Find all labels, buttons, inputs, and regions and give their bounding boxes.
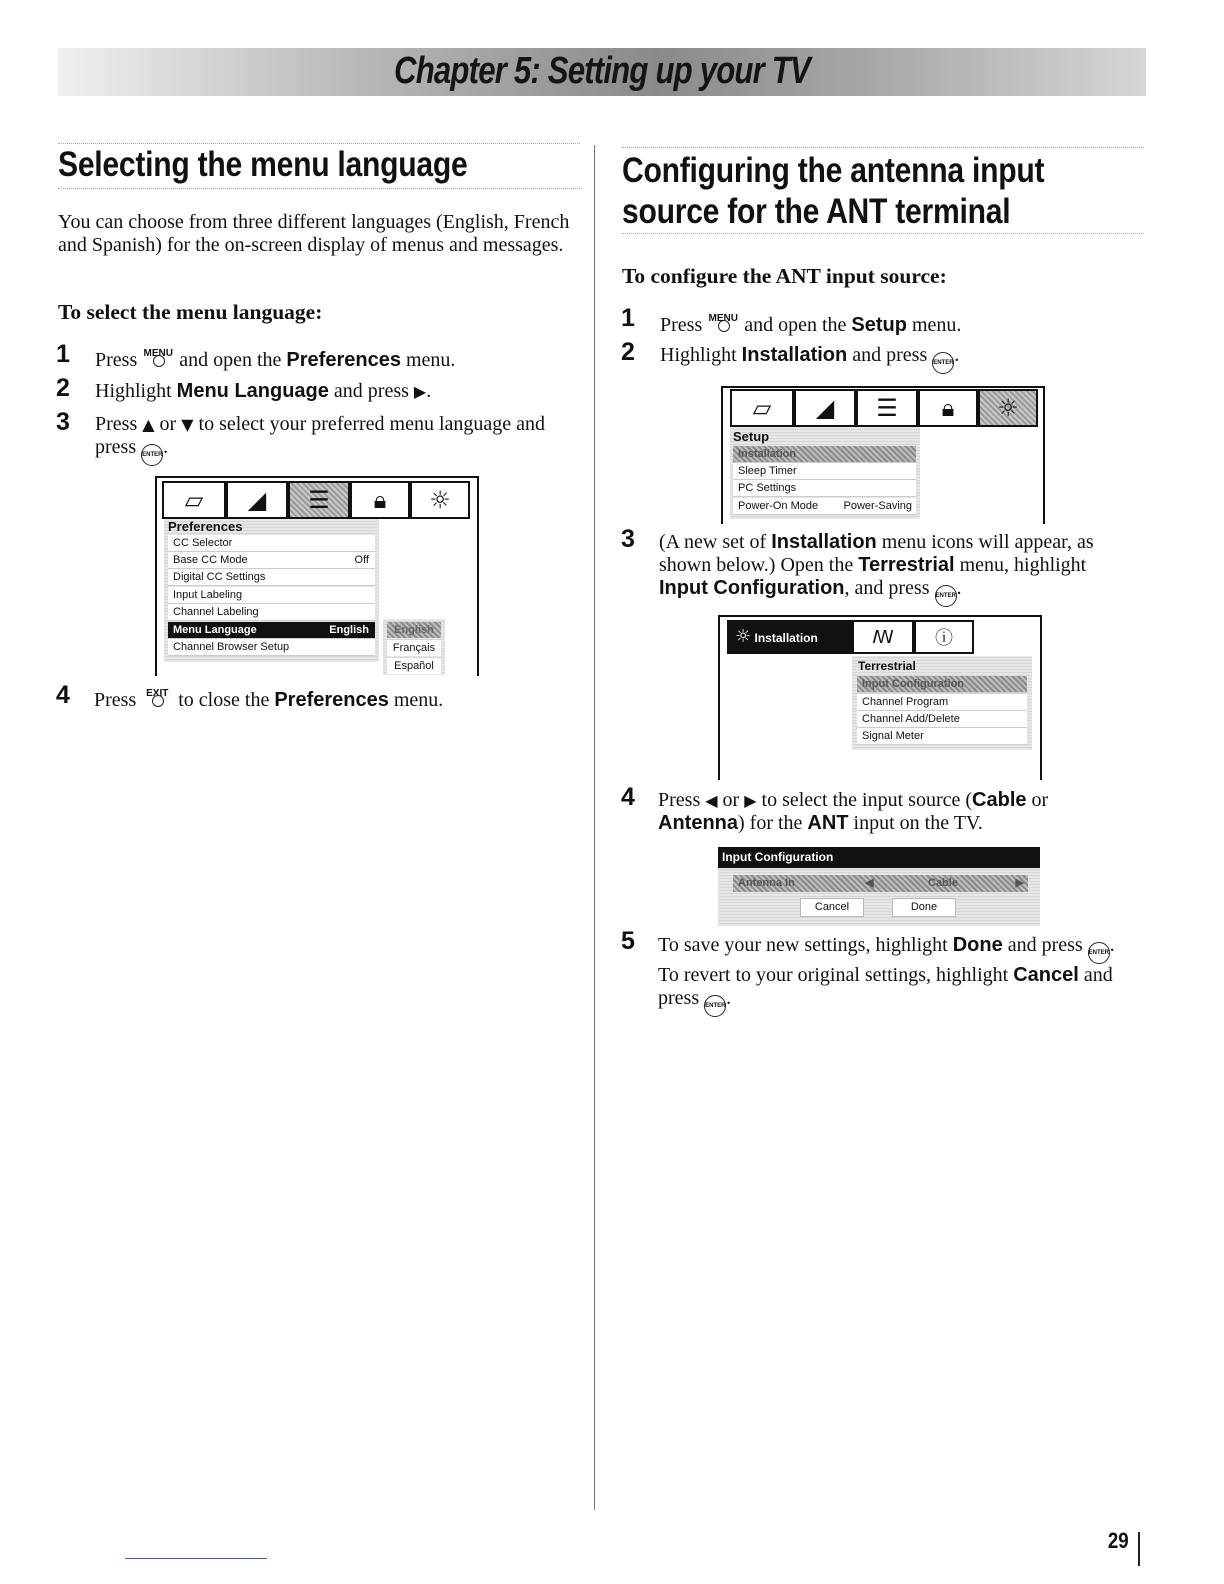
menu-item[interactable]: Digital CC Settings — [168, 569, 375, 586]
menu-title: Setup — [733, 429, 770, 444]
menu-title: Terrestrial — [858, 659, 916, 673]
info-icon: ⓘ — [914, 620, 974, 654]
menu-item[interactable]: CC Selector — [168, 535, 375, 552]
menu-item[interactable]: Power-On Mode Power-Saving — [733, 498, 916, 515]
lock-icon: 🔒︎ — [350, 481, 410, 519]
right-step-2: Highlight Installation and press ENTER. — [660, 344, 959, 374]
right-arrow-icon: ▶ — [413, 382, 427, 401]
column-divider — [594, 145, 595, 1510]
step-number: 3 — [56, 408, 70, 436]
down-arrow-icon: ▼ — [181, 415, 194, 434]
left-step-2: Highlight Menu Language and press ▶. — [95, 380, 432, 402]
left-arrow-icon: ◀ — [865, 877, 874, 889]
right-arrow-icon: ▶ — [744, 791, 757, 810]
menu-item[interactable]: Base CC Mode Off — [168, 552, 375, 569]
step-number: 4 — [56, 681, 70, 709]
cancel-button[interactable]: Cancel — [800, 898, 864, 917]
done-button[interactable]: Done — [892, 898, 956, 917]
language-option[interactable]: Español — [387, 658, 441, 674]
left-step-1: Press MENU and open the Preferences menu. — [95, 348, 456, 371]
step-number: 5 — [621, 927, 635, 955]
dialog-header: Input Configuration — [718, 847, 1040, 868]
enter-button-icon: ENTER — [935, 585, 957, 607]
menu-item[interactable]: Channel Program — [857, 694, 1027, 711]
menu-item[interactable]: Channel Labeling — [168, 604, 375, 621]
page-number: 29 — [1107, 1528, 1129, 1553]
menu-item-selected[interactable]: Installation — [733, 446, 916, 463]
menu-item[interactable]: Input Labeling — [168, 587, 375, 604]
left-step-3: Press ▲ or ▼ to select your preferred menu language and press ENTER. — [95, 413, 585, 466]
menu-item[interactable]: Signal Meter — [857, 728, 1027, 745]
menu-item-selected[interactable]: Input Configuration — [857, 676, 1027, 693]
exit-button-icon: EXIT — [141, 686, 173, 708]
installation-header: ☼ Installation — [727, 620, 852, 654]
enter-button-icon: ENTER — [932, 352, 954, 374]
preferences-icon: ☰ — [288, 481, 350, 519]
language-option[interactable]: English — [387, 622, 441, 638]
setup-icon: ☼ — [978, 389, 1038, 427]
chapter-banner — [58, 48, 1146, 96]
heading-rule-top — [622, 147, 1144, 148]
menu-button-icon: MENU — [142, 346, 174, 368]
heading-rule-bottom — [622, 233, 1144, 234]
heading-rule-bottom — [58, 188, 580, 189]
antenna-in-row[interactable] — [733, 875, 1028, 892]
left-step-4: Press EXIT to close the Preferences menu. — [94, 688, 444, 711]
enter-button-icon: ENTER — [1088, 942, 1110, 964]
menu-item-selected[interactable]: Menu Language English — [168, 622, 375, 639]
enter-button-icon: ENTER — [141, 444, 163, 466]
menu-item[interactable]: Sleep Timer — [733, 463, 916, 480]
right-step-3: (A new set of Installation menu icons will appear, as shown below.) Open the Terrestrial menu, highlight Input Configuration, and press ENTER. — [659, 531, 1139, 607]
menu-item[interactable]: Channel Browser Setup — [168, 639, 375, 656]
menu-button-icon: MENU — [707, 311, 739, 333]
lock-icon: 🔒︎ — [918, 389, 978, 427]
page-number-bar — [1138, 1532, 1140, 1566]
menu-item[interactable]: PC Settings — [733, 480, 916, 497]
right-step-4: Press ◀ or ▶ to select the input source (Cable or Antenna) for the ANT input on the TV. — [658, 789, 1049, 834]
menu-title: Preferences — [168, 519, 243, 534]
right-arrow-icon: ▶ — [1015, 877, 1024, 889]
right-procedure-title: To configure the ANT input source: — [622, 264, 947, 288]
antenna-icon: ꟿ — [852, 620, 914, 654]
chapter-title: Chapter 5: Setting up your TV — [394, 50, 810, 92]
right-step-5: To save your new settings, highlight Done and press ENTER. To revert to your original settings, highlight Cancel and press ENTER. — [658, 934, 1143, 1017]
enter-button-icon: ENTER — [704, 995, 726, 1017]
antenna-in-label: Antenna In — [738, 877, 795, 889]
left-heading: Selecting the menu language — [58, 145, 468, 184]
footer-rule — [125, 1558, 267, 1559]
picture-icon: ▱ — [162, 481, 226, 519]
step-number: 1 — [621, 304, 635, 332]
step-number: 2 — [621, 338, 635, 366]
right-step-1: Press MENU and open the Setup menu. — [660, 313, 962, 336]
menu-item[interactable]: Channel Add/Delete — [857, 711, 1027, 728]
step-number: 4 — [621, 783, 635, 811]
step-number: 2 — [56, 374, 70, 402]
picture-icon: ▱ — [730, 389, 794, 427]
language-option[interactable]: Français — [387, 640, 441, 656]
step-number: 1 — [56, 340, 70, 368]
left-procedure-title: To select the menu language: — [58, 300, 323, 324]
setup-icon: ☼ — [410, 481, 470, 519]
up-arrow-icon: ▲ — [142, 415, 155, 434]
step-number: 3 — [621, 525, 635, 553]
preferences-icon: ☰ — [856, 389, 918, 427]
right-heading: Configuring the antenna input source for the ANT terminal — [622, 151, 1045, 231]
audio-icon: ◢ — [226, 481, 288, 519]
antenna-in-value: Cable — [928, 877, 958, 889]
left-intro: You can choose from three different languages (English, French and Spanish) for the on-screen display of menus and messages. — [58, 211, 570, 256]
audio-icon: ◢ — [794, 389, 856, 427]
left-arrow-icon: ◀ — [705, 791, 718, 810]
setup-icon: ☼ — [735, 626, 752, 647]
